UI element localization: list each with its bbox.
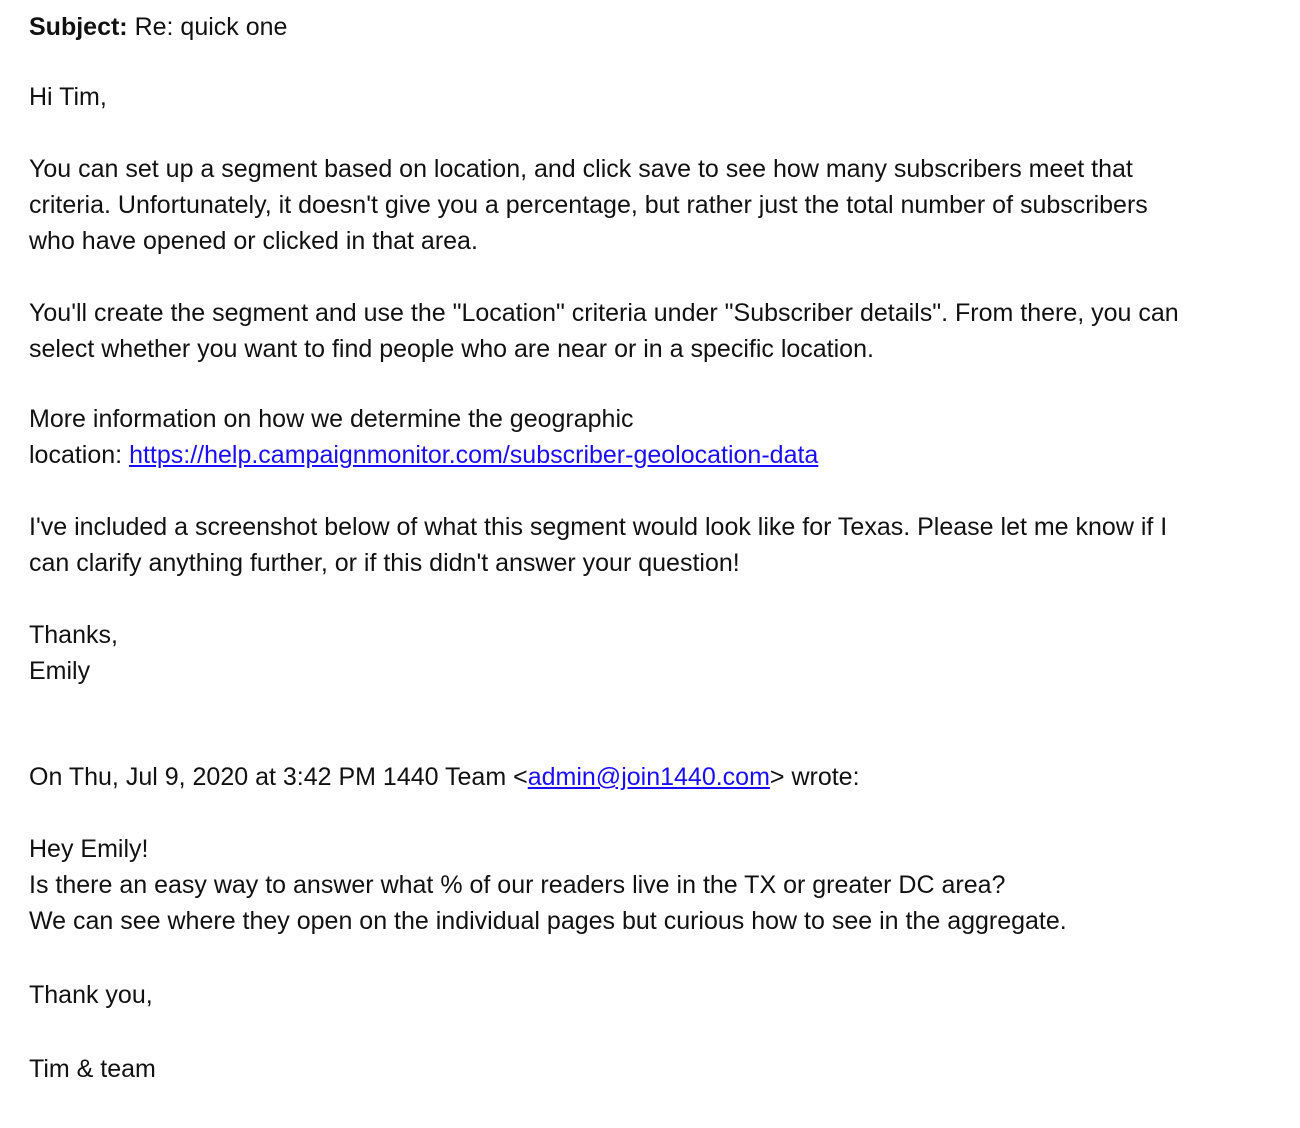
reply-paragraph-3	[29, 401, 1279, 473]
reply-signoff	[29, 617, 1279, 689]
subject-line	[29, 9, 287, 45]
location-prefix: location:	[29, 441, 130, 469]
reply-paragraph-4-line-1: I've included a screenshot below of what this segment would look like for Texas. Please let me know if I	[29, 513, 1168, 541]
header-cut-line	[29, 0, 360, 6]
quoted-signature	[29, 1051, 1279, 1087]
quoted-signature-text: Tim & team	[29, 1055, 156, 1083]
subject-label: Subject:	[29, 13, 128, 41]
reply-paragraph-2	[29, 295, 1279, 367]
quoted-line-2: We can see where they open on the individual pages but curious how to see in the aggregate.	[29, 907, 1067, 935]
reply-greeting	[29, 79, 1279, 115]
reply-paragraph-4-line-2: can clarify anything further, or if this didn't answer your question!	[29, 549, 740, 577]
quoted-greeting: Hey Emily!	[29, 835, 149, 863]
subject-value: Re: quick one	[127, 13, 288, 41]
quoted-signoff-text: Thank you,	[29, 981, 153, 1009]
quoted-line-1: Is there an easy way to answer what % of our readers live in the TX or greater DC area?	[29, 871, 1006, 899]
reply-paragraph-2-line-1: You'll create the segment and use the "Location" criteria under "Subscriber details". From there, you can	[29, 299, 1179, 327]
reply-paragraph-1-line-1: You can set up a segment based on location, and click save to see how many subscribers meet that	[29, 155, 1133, 183]
attribution-suffix: > wrote:	[769, 763, 860, 791]
reply-greeting-text: Hi Tim,	[29, 83, 107, 111]
quoted-attribution	[29, 759, 1279, 795]
reply-paragraph-2-line-2: select whether you want to find people who are near or in a specific location.	[29, 335, 874, 363]
reply-paragraph-1	[29, 151, 1279, 259]
quoted-attribution-line	[29, 759, 1279, 795]
reply-paragraph-1-line-2: criteria. Unfortunately, it doesn't give you a percentage, but rather just the total number of subscribers	[29, 191, 1148, 219]
reply-signoff-text: Thanks,	[29, 621, 118, 649]
quoted-signoff	[29, 977, 1279, 1013]
attribution-prefix: On Thu, Jul 9, 2020 at 3:42 PM 1440 Team <	[29, 763, 528, 791]
quoted-message	[29, 831, 1279, 939]
reply-paragraph-3-line-1: More information on how we determine the geographic	[29, 405, 634, 433]
reply-paragraph-1-line-3: who have opened or clicked in that area.	[29, 227, 478, 255]
sender-email-link[interactable]: admin@join1440.com	[527, 763, 770, 791]
reply-signature: Emily	[29, 657, 91, 685]
geolocation-help-link[interactable]: https://help.campaignmonitor.com/subscriber-geolocation-data	[129, 441, 819, 469]
reply-paragraph-3-line-2	[29, 437, 1279, 473]
reply-paragraph-4	[29, 509, 1279, 581]
